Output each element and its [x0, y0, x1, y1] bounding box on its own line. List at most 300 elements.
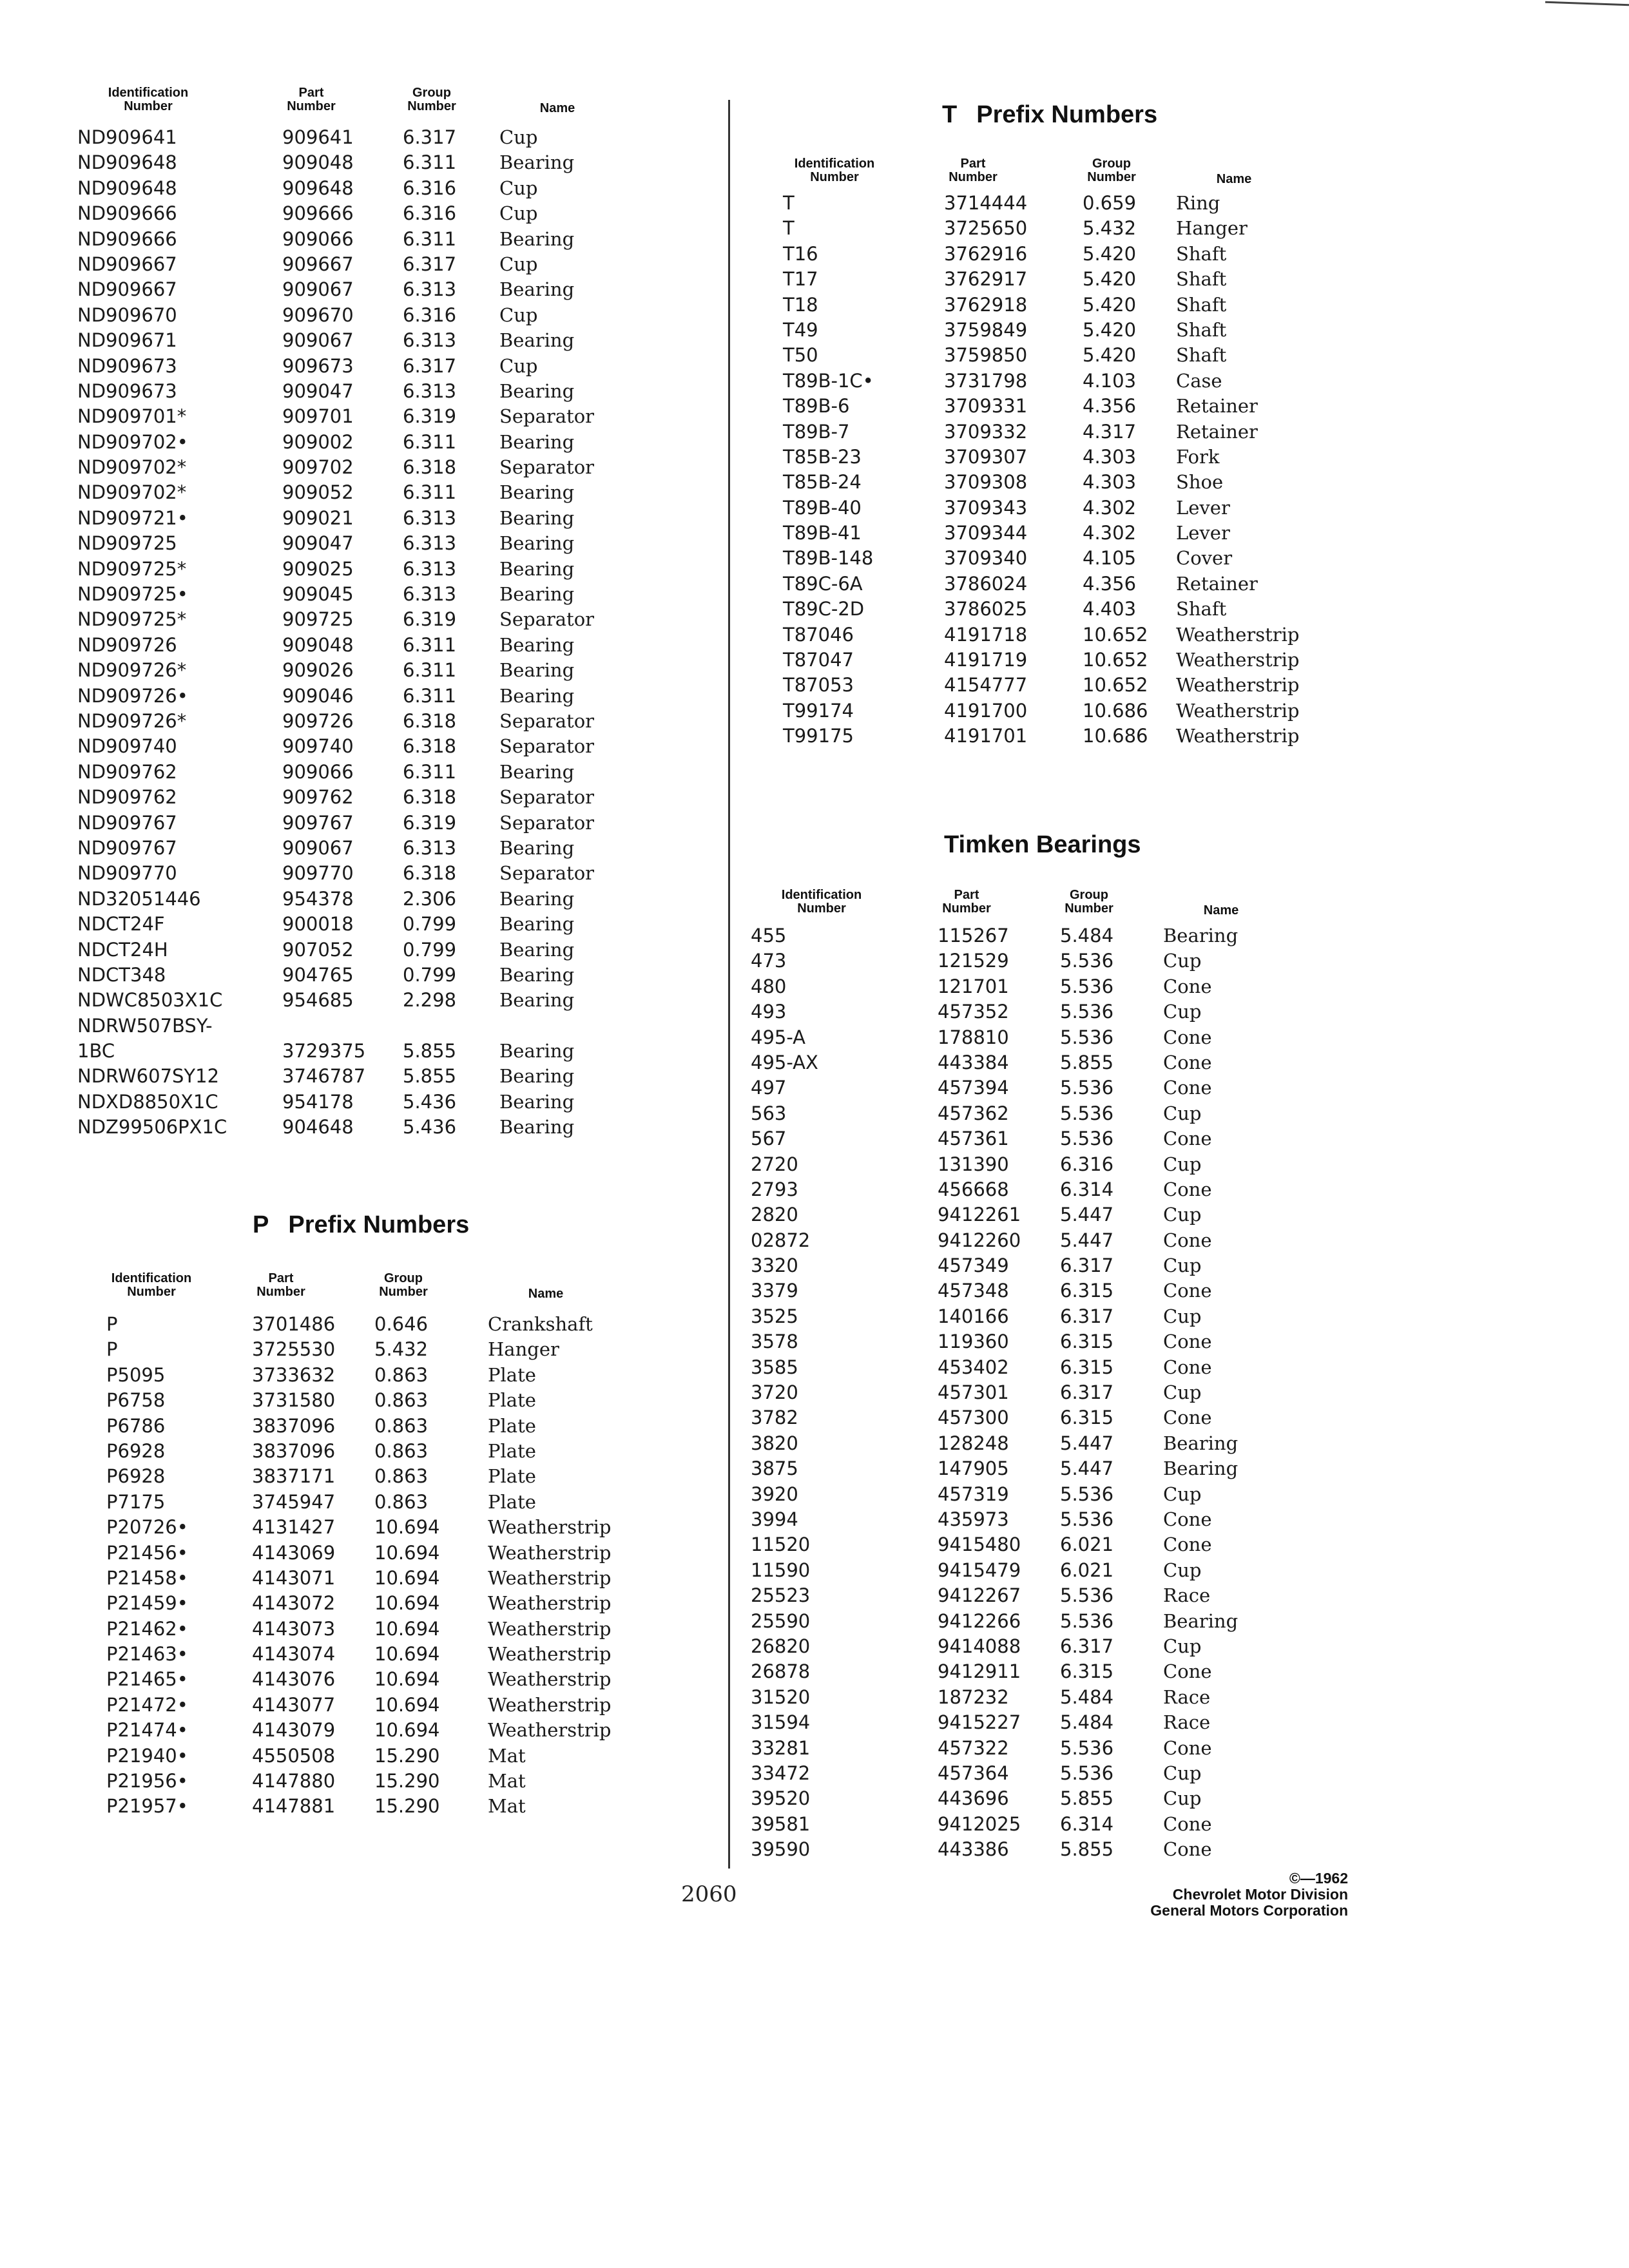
group-number-cell: 5.536	[1060, 1483, 1114, 1505]
group-number-cell: 10.652	[1083, 623, 1148, 646]
part-number-cell: 456668	[938, 1178, 1009, 1200]
part-number-cell: 909046	[282, 684, 354, 707]
identification-number-cell: T50	[783, 344, 818, 367]
group-number-cell: 6.021	[1060, 1533, 1114, 1556]
name-cell: Weatherstrip	[1176, 725, 1300, 747]
group-number-cell: 4.302	[1083, 522, 1137, 544]
group-number-cell: 6.318	[403, 862, 457, 885]
name-cell: Bearing	[1163, 1610, 1239, 1632]
column-header-part-number: Part Number	[949, 157, 998, 184]
part-number-cell: 9412260	[938, 1229, 1021, 1251]
identification-number-cell: 3820	[751, 1432, 798, 1454]
table-row	[77, 227, 689, 252]
table-row	[77, 709, 689, 734]
name-cell: Shoe	[1176, 471, 1224, 494]
part-number-cell: 909740	[282, 735, 354, 758]
name-cell: Bearing	[499, 532, 575, 555]
group-number-cell: 4.356	[1083, 395, 1137, 418]
identification-number-cell: 3875	[751, 1457, 798, 1480]
name-cell: Plate	[488, 1389, 536, 1412]
table-row	[81, 1566, 693, 1591]
group-number-cell: 5.536	[1060, 1736, 1114, 1759]
identification-number-cell: 473	[751, 950, 787, 972]
table-row	[77, 176, 689, 201]
part-number-cell: 3759850	[944, 344, 1028, 367]
part-number-cell: 909048	[282, 151, 354, 174]
identification-number-cell: T87047	[783, 649, 854, 671]
column-header-identification-number: Identification Number	[108, 86, 189, 113]
name-cell: Retainer	[1176, 420, 1258, 443]
part-number-cell: 443384	[938, 1051, 1009, 1073]
group-number-cell: 5.420	[1083, 318, 1137, 341]
table-row	[77, 658, 689, 683]
part-number-cell: 3786024	[944, 572, 1028, 595]
identification-number-cell: ND909702*	[77, 456, 187, 479]
table-row	[764, 343, 1376, 368]
name-cell: Cone	[1163, 1229, 1212, 1251]
group-number-cell: 6.319	[403, 608, 457, 631]
table-row	[751, 1532, 1363, 1557]
group-number-cell: 6.311	[403, 227, 457, 250]
table-row	[81, 1515, 693, 1540]
column-header-group-number: Group Number	[1087, 157, 1136, 184]
table-row	[77, 734, 689, 759]
part-number-cell: 3731798	[944, 369, 1028, 392]
identification-number-cell: 1BC	[77, 1040, 115, 1062]
identification-number-cell: P6928	[106, 1439, 166, 1462]
name-cell: Cup	[1163, 1381, 1202, 1404]
table-row	[77, 785, 689, 810]
identification-number-cell: ND909740	[77, 735, 177, 758]
identification-number-cell: ND909726•	[77, 684, 188, 707]
group-number-cell: 6.314	[1060, 1812, 1114, 1835]
table-row	[77, 861, 689, 886]
identification-number-cell: 02872	[751, 1229, 811, 1251]
part-number-cell: 3759849	[944, 318, 1028, 341]
part-number-cell: 9415227	[938, 1711, 1021, 1734]
part-number-cell: 9412267	[938, 1584, 1021, 1607]
table-row	[77, 125, 689, 150]
name-cell: Weatherstrip	[488, 1541, 612, 1564]
table-body	[81, 1312, 693, 1820]
column-header-group-number: Group Number	[1065, 888, 1113, 916]
identification-number-cell: ND909666	[77, 227, 177, 250]
table-row	[764, 572, 1376, 597]
group-number-cell: 5.855	[1060, 1051, 1114, 1073]
name-cell: Cover	[1176, 547, 1233, 570]
table-row	[764, 470, 1376, 495]
identification-number-cell: ND909666	[77, 202, 177, 225]
group-number-cell: 5.447	[1060, 1204, 1114, 1226]
part-number-cell: 3701486	[252, 1313, 336, 1335]
name-cell: Weatherstrip	[488, 1592, 612, 1615]
identification-number-cell: NDRW507BSY-	[77, 1014, 213, 1037]
identification-number-cell: ND909667	[77, 278, 177, 301]
identification-number-cell: ND909725•	[77, 583, 188, 606]
part-number-cell: 909002	[282, 430, 354, 453]
group-number-cell: 6.317	[1060, 1254, 1114, 1277]
table-row	[81, 1718, 693, 1743]
table-row	[77, 836, 689, 861]
part-number-cell: 4143074	[252, 1643, 336, 1666]
part-number-cell: 3709344	[944, 522, 1028, 544]
identification-number-cell: ND909673	[77, 354, 177, 377]
group-number-cell: 5.855	[403, 1040, 457, 1062]
part-number-cell: 457394	[938, 1077, 1009, 1099]
table-row	[751, 1685, 1363, 1710]
name-cell: Weatherstrip	[488, 1643, 612, 1666]
group-number-cell: 10.694	[374, 1617, 440, 1640]
group-number-cell: 2.306	[403, 887, 457, 910]
name-cell: Retainer	[1176, 395, 1258, 418]
name-cell: Cup	[1163, 1787, 1202, 1810]
part-number-cell: 909648	[282, 177, 354, 199]
name-cell: Separator	[499, 456, 595, 479]
table-row	[77, 1090, 689, 1115]
identification-number-cell: P21456•	[106, 1541, 188, 1564]
table-row	[751, 1025, 1363, 1050]
identification-number-cell: 480	[751, 975, 787, 997]
identification-number-cell: T99174	[783, 699, 854, 722]
name-cell: Plate	[488, 1414, 536, 1437]
part-number-cell: 909047	[282, 380, 354, 402]
part-number-cell: 954178	[282, 1090, 354, 1113]
column-header-identification-number: Identification Number	[794, 157, 875, 184]
identification-number-cell: 39581	[751, 1812, 811, 1835]
group-number-cell: 6.317	[1060, 1381, 1114, 1404]
group-number-cell: 0.863	[374, 1414, 429, 1437]
name-cell: Shaft	[1176, 242, 1227, 265]
group-number-cell: 10.694	[374, 1693, 440, 1716]
column-header-part-number: Part Number	[942, 888, 991, 916]
group-number-cell: 4.317	[1083, 420, 1137, 443]
t-prefix-title	[942, 101, 1157, 129]
table-row	[81, 1617, 693, 1642]
group-number-cell: 0.646	[374, 1313, 429, 1335]
group-number-cell: 5.420	[1083, 293, 1137, 316]
identification-number-cell: T89B-6	[783, 395, 850, 418]
part-number-cell: 3709308	[944, 471, 1028, 494]
name-cell: Shaft	[1176, 268, 1227, 291]
part-number-cell: 9414088	[938, 1635, 1021, 1657]
group-number-cell: 6.317	[403, 253, 457, 275]
table-row	[764, 622, 1376, 648]
name-cell: Cup	[1163, 1559, 1202, 1581]
name-cell: Shaft	[1176, 318, 1227, 341]
part-number-cell: 3746787	[282, 1065, 366, 1088]
group-number-cell: 10.686	[1083, 699, 1148, 722]
table-row	[77, 887, 689, 912]
group-number-cell: 5.420	[1083, 268, 1137, 291]
name-cell: Weatherstrip	[488, 1693, 612, 1716]
column-header-part-number: Part Number	[256, 1271, 305, 1299]
table-row	[764, 445, 1376, 470]
name-cell: Shaft	[1176, 598, 1227, 620]
table-row	[764, 495, 1376, 521]
group-number-cell: 4.303	[1083, 471, 1137, 494]
identification-number-cell: ND909767	[77, 836, 177, 859]
identification-number-cell: 31520	[751, 1686, 811, 1708]
table-row	[751, 948, 1363, 974]
p-prefix-title	[253, 1211, 469, 1239]
part-number-cell: 4143079	[252, 1719, 336, 1742]
part-number-cell: 457352	[938, 1001, 1009, 1023]
t-prefix-title-text: Prefix Numbers	[976, 101, 1158, 128]
part-number-cell: 4191700	[944, 699, 1028, 722]
name-cell: Cup	[1163, 1305, 1202, 1327]
group-number-cell: 6.311	[403, 151, 457, 174]
name-cell: Lever	[1176, 496, 1230, 519]
table-row	[77, 937, 689, 963]
group-number-cell: 15.290	[374, 1744, 440, 1767]
name-cell: Bearing	[499, 659, 575, 682]
group-number-cell: 5.447	[1060, 1457, 1114, 1480]
name-cell: Lever	[1176, 522, 1230, 544]
table-row	[77, 506, 689, 531]
identification-number-cell: ND909673	[77, 380, 177, 402]
table-row	[751, 1075, 1363, 1100]
part-number-cell: 909762	[282, 786, 354, 809]
part-number-cell: 457301	[938, 1381, 1009, 1404]
table-row	[81, 1414, 693, 1439]
name-cell: Cup	[1163, 1204, 1202, 1226]
part-number-cell: 909021	[282, 506, 354, 529]
column-header-identification-number: Identification Number	[781, 888, 862, 916]
column-header-name: Name	[1203, 903, 1239, 918]
group-number-cell: 6.315	[1060, 1407, 1114, 1429]
part-number-cell: 4147880	[252, 1770, 336, 1792]
part-number-cell: 9415480	[938, 1533, 1021, 1556]
part-number-cell: 121529	[938, 950, 1009, 972]
identification-number-cell: 493	[751, 1001, 787, 1023]
group-number-cell: 0.659	[1083, 192, 1137, 214]
group-number-cell: 10.694	[374, 1541, 440, 1564]
identification-number-cell: 497	[751, 1077, 787, 1099]
part-number-cell: 3709307	[944, 445, 1028, 468]
part-number-cell: 9412261	[938, 1204, 1021, 1226]
part-number-cell: 909667	[282, 253, 354, 275]
part-number-cell: 3725650	[944, 217, 1028, 240]
group-number-cell: 6.313	[403, 836, 457, 859]
part-number-cell: 453402	[938, 1356, 1009, 1378]
identification-number-cell: ND909726*	[77, 709, 187, 732]
table-row	[751, 1177, 1363, 1202]
table-row	[77, 1039, 689, 1064]
part-number-cell: 457300	[938, 1407, 1009, 1429]
group-number-cell: 0.863	[374, 1465, 429, 1488]
group-number-cell: 5.536	[1060, 1001, 1114, 1023]
identification-number-cell: 3379	[751, 1280, 798, 1302]
group-number-cell: 10.652	[1083, 649, 1148, 671]
table-row	[751, 1050, 1363, 1075]
table-row	[764, 394, 1376, 419]
part-number-cell: 9412266	[938, 1610, 1021, 1632]
table-row	[751, 1634, 1363, 1659]
identification-number-cell: NDWC8503X1C	[77, 989, 223, 1012]
table-row	[764, 597, 1376, 622]
identification-number-cell: ND909770	[77, 862, 177, 885]
name-cell: Cup	[1163, 1762, 1202, 1784]
part-number-cell: 909067	[282, 278, 354, 301]
name-cell: Cup	[499, 202, 538, 225]
identification-number-cell: 11520	[751, 1533, 811, 1556]
table-row	[751, 974, 1363, 999]
part-number-cell: 128248	[938, 1432, 1009, 1454]
name-cell: Cup	[1163, 1102, 1202, 1124]
part-number-cell: 909701	[282, 405, 354, 428]
identification-number-cell: 11590	[751, 1559, 811, 1581]
name-cell: Plate	[488, 1490, 536, 1513]
identification-number-cell: ND909648	[77, 151, 177, 174]
table-row	[77, 684, 689, 709]
table-row	[751, 1583, 1363, 1608]
table-row	[751, 1152, 1363, 1177]
table-row	[77, 252, 689, 277]
group-number-cell: 5.484	[1060, 1711, 1114, 1734]
part-number-cell: 909047	[282, 532, 354, 555]
identification-number-cell: T49	[783, 318, 818, 341]
table-row	[77, 1115, 689, 1140]
name-cell: Weatherstrip	[488, 1719, 612, 1742]
group-number-cell: 6.315	[1060, 1660, 1114, 1683]
table-row	[751, 1558, 1363, 1583]
table-row	[81, 1388, 693, 1413]
part-number-cell: 909048	[282, 633, 354, 656]
part-number-cell: 9412025	[938, 1812, 1021, 1835]
group-number-cell: 6.311	[403, 659, 457, 682]
name-cell: Weatherstrip	[488, 1668, 612, 1691]
part-number-cell: 909666	[282, 202, 354, 225]
name-cell: Bearing	[1163, 1457, 1239, 1480]
part-number-cell: 909670	[282, 303, 354, 326]
name-cell: Hanger	[488, 1338, 559, 1361]
identification-number-cell: T89B-148	[783, 547, 874, 570]
table-row	[751, 1609, 1363, 1634]
part-number-cell: 909067	[282, 329, 354, 352]
identification-number-cell: 33472	[751, 1762, 811, 1784]
part-number-cell: 4143077	[252, 1693, 336, 1716]
group-number-cell: 5.432	[1083, 217, 1137, 240]
identification-number-cell: ND909701*	[77, 405, 187, 428]
table-row	[764, 318, 1376, 343]
part-number-cell: 9415479	[938, 1559, 1021, 1581]
identification-number-cell: T89B-1C•	[783, 369, 874, 392]
part-number-cell: 909066	[282, 227, 354, 250]
identification-number-cell: ND909725*	[77, 608, 187, 631]
name-cell: Bearing	[499, 887, 575, 910]
group-number-cell: 6.317	[403, 354, 457, 377]
name-cell: Bearing	[499, 913, 575, 936]
name-cell: Retainer	[1176, 572, 1258, 595]
table-row	[751, 1659, 1363, 1684]
part-number-cell: 147905	[938, 1457, 1009, 1480]
group-number-cell: 4.356	[1083, 572, 1137, 595]
group-number-cell: 6.316	[1060, 1153, 1114, 1175]
table-row	[77, 633, 689, 658]
group-number-cell: 6.315	[1060, 1331, 1114, 1353]
table-row	[764, 673, 1376, 698]
part-number-cell: 457348	[938, 1280, 1009, 1302]
table-row	[81, 1541, 693, 1566]
name-cell: Mat	[488, 1744, 526, 1767]
table-row	[764, 546, 1376, 571]
identification-number-cell: ND909721•	[77, 506, 188, 529]
group-number-cell: 6.313	[403, 329, 457, 352]
table-row	[751, 1380, 1363, 1405]
group-number-cell: 5.447	[1060, 1229, 1114, 1251]
part-number-cell: 909767	[282, 811, 354, 834]
part-number-cell: 904648	[282, 1116, 354, 1139]
table-row	[751, 1253, 1363, 1278]
identification-number-cell: ND909648	[77, 177, 177, 199]
part-number-cell: 4143076	[252, 1668, 336, 1691]
identification-number-cell: T17	[783, 268, 818, 291]
table-row	[751, 1329, 1363, 1354]
table-row	[764, 191, 1376, 216]
table-row	[77, 607, 689, 632]
table-row	[751, 1304, 1363, 1329]
name-cell: Weatherstrip	[488, 1566, 612, 1589]
name-cell: Race	[1163, 1584, 1211, 1607]
identification-number-cell: 455	[751, 925, 787, 947]
group-number-cell: 10.694	[374, 1668, 440, 1691]
part-number-cell: 187232	[938, 1686, 1009, 1708]
part-number-cell: 909066	[282, 760, 354, 783]
table-row	[77, 988, 689, 1013]
identification-number-cell: 31594	[751, 1711, 811, 1734]
table-row	[77, 328, 689, 353]
name-cell: Cone	[1163, 1508, 1212, 1530]
table-row	[77, 379, 689, 404]
name-cell: Cup	[1163, 1635, 1202, 1657]
identification-number-cell: ND32051446	[77, 887, 201, 910]
identification-number-cell: ND909702*	[77, 481, 187, 504]
table-row	[77, 430, 689, 455]
group-number-cell: 4.105	[1083, 547, 1137, 570]
group-number-cell: 5.436	[403, 1090, 457, 1113]
table-row	[764, 293, 1376, 318]
part-number-cell: 457362	[938, 1102, 1009, 1124]
column-header-name: Name	[1216, 172, 1252, 186]
identification-number-cell: P	[106, 1313, 118, 1335]
name-cell: Race	[1163, 1686, 1211, 1708]
group-number-cell: 10.694	[374, 1643, 440, 1666]
name-cell: Bearing	[1163, 925, 1239, 947]
identification-number-cell: T85B-23	[783, 445, 862, 468]
identification-number-cell: 2820	[751, 1204, 798, 1226]
group-number-cell: 5.855	[1060, 1787, 1114, 1810]
identification-number-cell: ND909671	[77, 329, 177, 352]
group-number-cell: 0.799	[403, 963, 457, 986]
name-cell: Cup	[1163, 1153, 1202, 1175]
table-row	[81, 1744, 693, 1769]
name-cell: Plate	[488, 1465, 536, 1488]
group-number-cell: 5.447	[1060, 1432, 1114, 1454]
table-row	[751, 1431, 1363, 1456]
part-number-cell: 954685	[282, 989, 354, 1012]
table-row	[77, 480, 689, 505]
column-header-name: Name	[539, 101, 575, 115]
part-number-cell: 3762916	[944, 242, 1028, 265]
name-cell: Ring	[1176, 192, 1220, 214]
part-number-cell: 909067	[282, 836, 354, 859]
name-cell: Bearing	[499, 836, 575, 859]
p-prefix-title-text: Prefix Numbers	[288, 1211, 470, 1238]
name-cell: Cone	[1163, 1077, 1212, 1099]
table-row	[764, 521, 1376, 546]
identification-number-cell: P21459•	[106, 1592, 188, 1615]
identification-number-cell: NDRW607SY12	[77, 1065, 220, 1088]
